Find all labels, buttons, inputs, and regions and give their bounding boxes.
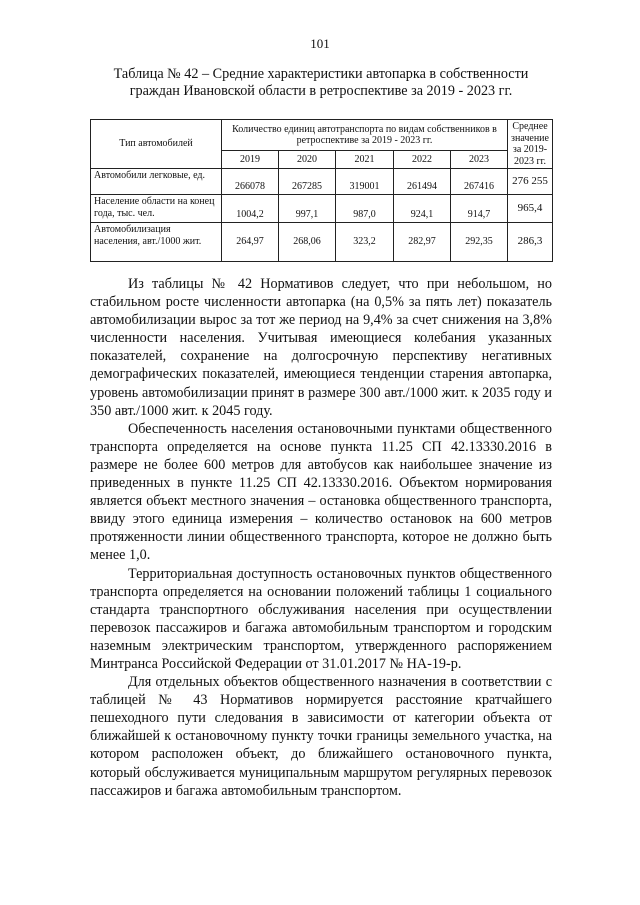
table-cell: 323,2 <box>336 223 394 262</box>
average-cell: 286,3 <box>508 223 553 262</box>
column-header-year: 2022 <box>394 151 451 169</box>
column-header-year: 2020 <box>279 151 336 169</box>
table-row <box>91 195 553 223</box>
table-cell: 319001 <box>336 169 394 195</box>
page-number: 101 <box>310 36 330 51</box>
column-header-group: Количество единиц автотранспорта по видам собственников в ретроспективе за 2019 - 2023 гг. <box>222 120 508 151</box>
table-cell: 282,97 <box>394 223 451 262</box>
paragraph: Обеспеченность населения остановочными пунктами общественного транспорта определяется на основе пункта 11.25 СП 42.13330.2016 в размере не более 600 метров для автобусов как наибольшее значение из приведенных в пункте 11.25 СП 42.13330.2016. Объектом нормирования является объект местного значения – остановка общественного транспорта, ввиду этого единица измерения – количество остановок на 600 метров протяженности линии общественного транспорта, которое не должно быть менее 1,0. <box>90 420 552 564</box>
table-cell: 261494 <box>394 169 451 195</box>
table-cell: 267285 <box>279 169 336 195</box>
table-cell: 292,35 <box>451 223 508 262</box>
table-cell: 266078 <box>222 169 279 195</box>
table-cell: 264,97 <box>222 223 279 262</box>
column-header-average: Среднее значение за 2019-2023 гг. <box>508 120 553 169</box>
body-text <box>90 275 552 800</box>
column-header-year: 2019 <box>222 151 279 169</box>
table-row <box>91 169 553 195</box>
row-label: Автомобили легковые, ед. <box>91 169 222 195</box>
column-header-type: Тип автомобилей <box>91 120 222 169</box>
table-cell: 997,1 <box>279 195 336 223</box>
paragraph: Территориальная доступность остановочных пунктов общественного транспорта определяется на основании положений таблицы 1 социального стандарта транспортного обслуживания населения при осуществлении перевозок пассажиров и багажа автомобильным транспортом и городским наземным электрическим транспортом, утвержденного распоряжением Минтранса Российской Федерации от 31.01.2017 № НА-19-р. <box>90 565 552 672</box>
table-cell: 267416 <box>451 169 508 195</box>
table-caption: Таблица № 42 – Средние характеристики автопарка в собственности граждан Ивановской области в ретроспективе за 2019 - 2023 гг. <box>113 66 529 99</box>
table-header-row <box>91 120 553 151</box>
table-cell: 268,06 <box>279 223 336 262</box>
average-cell: 276 255 <box>508 169 553 195</box>
row-label: Население области на конец года, тыс. чел. <box>91 195 222 223</box>
column-header-year: 2023 <box>451 151 508 169</box>
table-cell: 924,1 <box>394 195 451 223</box>
table-cell: 987,0 <box>336 195 394 223</box>
average-cell: 965,4 <box>508 195 553 223</box>
paragraph: Для отдельных объектов общественного назначения в соответствии с таблицей № 43 Нормативов нормируется расстояние кратчайшего пешеходного пути следования в зависимости от категории объекта от ближайшей к остановочному пункту точки границы земельного участка, на котором расположен объект, до ближайшего остановочного пункта, который обслуживается муниципальным маршрутом регулярных перевозок пассажиров и багажа автомобильным транспортом. <box>90 674 552 799</box>
paragraph: Из таблицы № 42 Нормативов следует, что при небольшом, но стабильном росте численности автопарка (на 0,5% за пять лет) показатель автомобилизации вырос за тот же период на 9,4% за счет снижения на 3,8% численности населения. Учитывая имеющиеся колебания указанных показателей, сохранение на долгосрочную перспективу негативных демографических показателей, имеющиеся тенденции старения автопарка, уровень автомобилизации принят в размере 300 авт./1000 жит. к 2035 году и 350 авт./1000 жит. к 2045 году. <box>90 276 552 419</box>
table-cell: 1004,2 <box>222 195 279 223</box>
row-label: Автомобилизация населения, авт./1000 жит. <box>91 223 222 262</box>
statistics-table <box>90 119 553 262</box>
table-cell: 914,7 <box>451 195 508 223</box>
column-header-year: 2021 <box>336 151 394 169</box>
table-row <box>91 223 553 262</box>
